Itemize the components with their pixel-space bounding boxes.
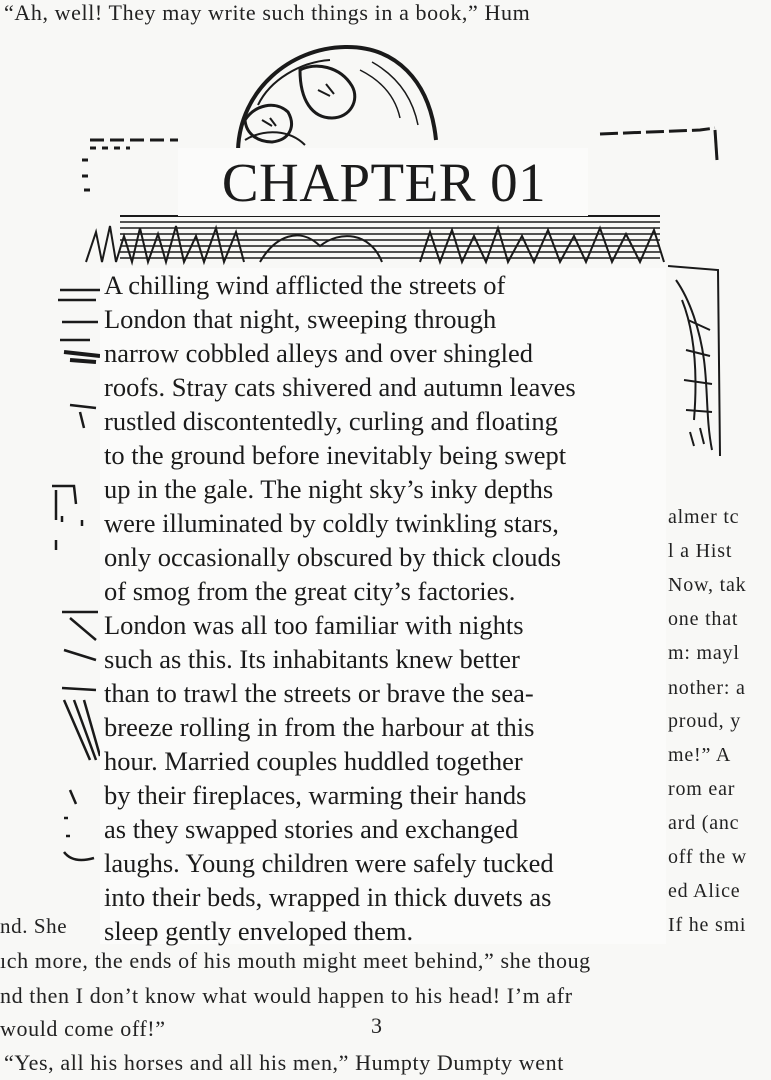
book-right-fragment: m: mayl xyxy=(668,642,740,664)
book-right-fragment: almer tc xyxy=(668,506,740,528)
book-bottom-line: “Yes, all his horses and all his men,” Humpty Dumpty went xyxy=(4,1050,564,1075)
story-line: such as this. Its inhabitants knew better xyxy=(104,644,520,674)
page-number: 3 xyxy=(371,1013,382,1038)
foliage-band xyxy=(86,216,664,262)
book-right-fragment: Now, tak xyxy=(668,574,747,596)
story-line: up in the gale. The night sky’s inky depths xyxy=(104,474,554,504)
story-line: London was all too familiar with nights xyxy=(104,610,524,640)
story-line: to the ground before inevitably being swept xyxy=(104,440,567,470)
book-right-fragment: If he smi xyxy=(668,914,747,936)
story-line: London that night, sweeping through xyxy=(104,304,497,334)
egg-illustration xyxy=(238,47,436,150)
story-line: narrow cobbled alleys and over shingled xyxy=(104,338,534,368)
book-line: ıch more, the ends of his mouth might meet behind,” she thoug xyxy=(0,948,591,973)
book-right-fragment: off the w xyxy=(668,846,748,868)
story-line: breeze rolling in from the harbour at this xyxy=(104,712,535,742)
story-line: A chilling wind afflicted the streets of xyxy=(104,270,506,300)
book-right-fragment: me!” A xyxy=(668,744,732,766)
story-line: rustled discontentedly, curling and floating xyxy=(104,406,558,436)
book-right-fragment: ed Alice xyxy=(668,880,741,902)
story-line: than to trawl the streets or brave the sea- xyxy=(104,678,534,708)
chapter-title: CHAPTER 01 xyxy=(221,152,547,213)
story-line: as they swapped stories and exchanged xyxy=(104,814,519,844)
book-left-fragment: nd. She xyxy=(0,914,68,938)
story-line: of smog from the great city’s factories. xyxy=(104,576,516,606)
book-right-fragment: l a Hist xyxy=(668,540,733,562)
book-line: nd then I don’t know what would happen to his head! I’m afr xyxy=(0,983,573,1008)
book-right-fragment: rom ear xyxy=(668,778,736,800)
book-right-fragment: ard (anc xyxy=(668,812,740,834)
left-vine-border xyxy=(52,290,100,860)
chapter-body xyxy=(104,268,672,948)
book-right-fragment: proud, y xyxy=(668,710,742,732)
story-line: only occasionally obscured by thick clouds xyxy=(104,542,562,572)
right-column-border xyxy=(668,266,720,456)
story-line: roofs. Stray cats shivered and autumn leaves xyxy=(104,372,576,402)
story-line: laughs. Young children were safely tucked xyxy=(104,848,554,878)
story-line: into their beds, wrapped in thick duvets as xyxy=(104,882,552,912)
book-line: would come off!” xyxy=(0,1016,166,1041)
story-line: by their fireplaces, warming their hands xyxy=(104,780,527,810)
story-line: hour. Married couples huddled together xyxy=(104,746,523,776)
book-right-fragment: one that xyxy=(668,608,739,630)
story-line: sleep gently enveloped them. xyxy=(104,916,414,946)
book-right-fragment: nother: a xyxy=(668,677,746,699)
book-top-line: “Ah, well! They may write such things in a book,” Hum xyxy=(4,0,531,25)
story-line: were illuminated by coldly twinkling stars, xyxy=(104,508,559,538)
